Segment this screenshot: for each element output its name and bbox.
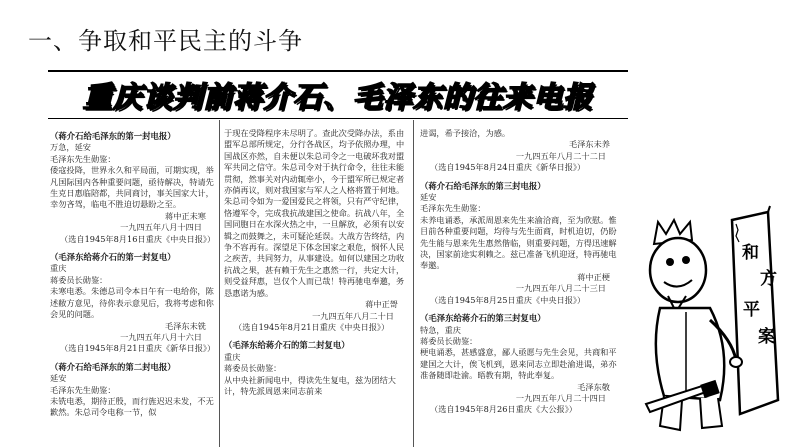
telegram-text: 于现在受降程序未尽明了。查此次受降办法，系由盟军总部所规定，分行各战区，均予依照办理，中国战区亦然，自未便以朱总司令之一电破坏我对盟军共同之信守。朱总司令对于执行命令，往往未能贯彻，然事关对内动辄牵小，今于盟军所已规定者亦倘再议，则对我国家与军人之人格将置于何地。朱总司令如为一爱国爱民之将领，只有严守纪律，恪遵军令，完成我抗战建国之使命。抗战八年，全国同胞日在水深火热之中，一旦解放，必须有以安辑之而鼓舞之，未可疑沦延误。大战方告终结，内争不容再有。深望足下体念国家之艰危，悯怀人民之疾苦，共同努力，从事建设。如何以建国之功收抗战之果，甚有赖于先生之惠然一行，共定大计，则受益拜惠，岂仅个人而已哉！特再驰电奉邀，务恳惠诺为感。 xyxy=(224,128,405,298)
telegram-date: 一九四五年八月二十三日 xyxy=(515,283,606,294)
text-column-2 xyxy=(224,128,408,447)
telegram-date: 一九四五年八月二十四日 xyxy=(515,392,606,403)
telegram-signature: 毛泽东未铣 xyxy=(165,320,206,331)
telegram-text: 蒋委员长勋鉴： xyxy=(420,335,478,346)
telegram-signature: 蒋中正哿 xyxy=(365,299,398,310)
cartoon-illustration xyxy=(640,200,790,440)
telegram-heading: （毛泽东给蒋介石的第三封复电） xyxy=(420,313,546,324)
sign-char-1: 和 xyxy=(742,243,759,263)
telegram-text: 进谒，希予接洽，为感。 xyxy=(420,128,511,138)
telegram-source: （选自1945年8月16日重庆《中央日报》） xyxy=(60,233,216,244)
sign-char-2: 方 xyxy=(760,269,777,289)
telegram-text: 从中央社新闻电中，得读先生复电，兹为团结大计，特先派周恩来同志前来 xyxy=(224,374,396,396)
telegram-date: 一九四五年八月二十日 xyxy=(312,310,394,321)
telegram-text: 未养电诵悉，承派周恩来先生来渝洽商，至为欣慰。惟目前各种重要问题，均待与先生面商，时机迫切，仍盼先生能与恩来先生惠然偕临，则重要问题，方得迅速解决，国家前途实利赖之。兹已准备飞机迎迓，特再驰电奉邀。 xyxy=(420,214,617,271)
telegram-date: 一九四五年八月二十二日 xyxy=(515,150,606,161)
telegram-text: 万急，延安 xyxy=(50,142,91,153)
telegram-signature: 毛泽东敬 xyxy=(577,381,610,392)
clipping-headline: 重庆谈判前蒋介石、毛泽东的往来电报 xyxy=(48,70,628,119)
peace-plan-sign xyxy=(732,206,778,414)
telegram-heading: （毛泽东给蒋介石的第一封复电） xyxy=(50,252,176,263)
telegram-text: 蒋委员长勋鉴： xyxy=(50,274,108,285)
text-column-3 xyxy=(420,128,620,447)
telegram-heading: （蒋介石给毛泽东的第三封电报） xyxy=(420,180,546,191)
newspaper-clipping xyxy=(48,70,628,447)
telegram-text xyxy=(50,355,216,359)
telegram-text: 倭寇投降，世界永久和平局面，可期实现，举凡国际国内各种重要问题，亟待解决，特请先生克日惠临陪都，共同商讨，事关国家大计，幸勿吝驾，临电不胜迫切悬盼之至。 xyxy=(50,165,214,210)
telegram-text xyxy=(420,306,620,310)
telegram-source: （选自1945年8月25日重庆《中央日报》） xyxy=(430,294,586,305)
telegram-text: 重庆 xyxy=(224,351,241,362)
telegram-text xyxy=(420,174,620,178)
slide-title: 一、争取和平民主的斗争 xyxy=(28,27,303,55)
telegram-date: 一九四五年八月十六日 xyxy=(120,331,202,342)
telegram-text: 延安 xyxy=(420,192,437,203)
telegram-heading: （蒋介石给毛泽东的第一封电报） xyxy=(50,131,176,141)
telegram-signature: 蒋中正梗 xyxy=(577,271,610,282)
column-divider xyxy=(219,120,220,447)
telegram-text: 未铣电悉，期待正殷，而行旌迟迟未发，不无歉然。朱总司令电称一节，似 xyxy=(50,395,214,418)
sign-char-3: 平 xyxy=(743,300,760,320)
telegram-signature: 蒋中正未寒 xyxy=(165,210,206,221)
telegram-heading: （毛泽东给蒋介石的第二封复电） xyxy=(224,340,350,351)
telegram-text: 毛泽东先生勋鉴： xyxy=(420,203,486,214)
column-divider xyxy=(413,120,414,447)
telegram-date: 一九四五年八月十四日 xyxy=(120,222,202,233)
telegram-text: 特急，重庆 xyxy=(420,324,461,335)
telegram-text: 延安 xyxy=(50,373,67,384)
sign-char-4: 案 xyxy=(758,327,775,347)
telegram-signature: 毛泽东未养 xyxy=(569,139,610,150)
telegram-text: 未寒电悉。朱德总司令本日午有一电给你，陈述敝方意见，待你表示意见后，我将考虑和你会见的问题。 xyxy=(50,286,214,320)
telegram-text: 毛泽东先生勋鉴： xyxy=(50,153,116,164)
telegram-source: （选自1945年8月26日重庆《大公报》） xyxy=(430,404,577,415)
telegram-text: 梗电诵悉，甚感盛意，鄙人亟愿与先生会见，共商和平建国之大计，俟飞机到，恩来同志立即赴渝进谒，弟亦准备随即赴渝。晤教有期，特此奉复。 xyxy=(420,347,617,381)
telegram-text: 蒋委员长勋鉴： xyxy=(224,363,282,374)
telegram-text xyxy=(224,333,408,337)
telegram-source: （选自1945年8月24日重庆《新华日报》） xyxy=(430,162,586,173)
telegram-source: （选自1945年8月21日重庆《新华日报》） xyxy=(60,343,216,354)
telegram-text xyxy=(50,245,216,249)
telegram-source: （选自1945年8月21日重庆《中央日报》） xyxy=(234,321,390,332)
telegram-text: 重庆 xyxy=(50,263,67,274)
telegram-heading: （蒋介石给毛泽东的第二封电报） xyxy=(50,361,176,372)
text-column-1 xyxy=(50,128,216,447)
telegram-text: 毛泽东先生勋鉴： xyxy=(50,384,116,395)
